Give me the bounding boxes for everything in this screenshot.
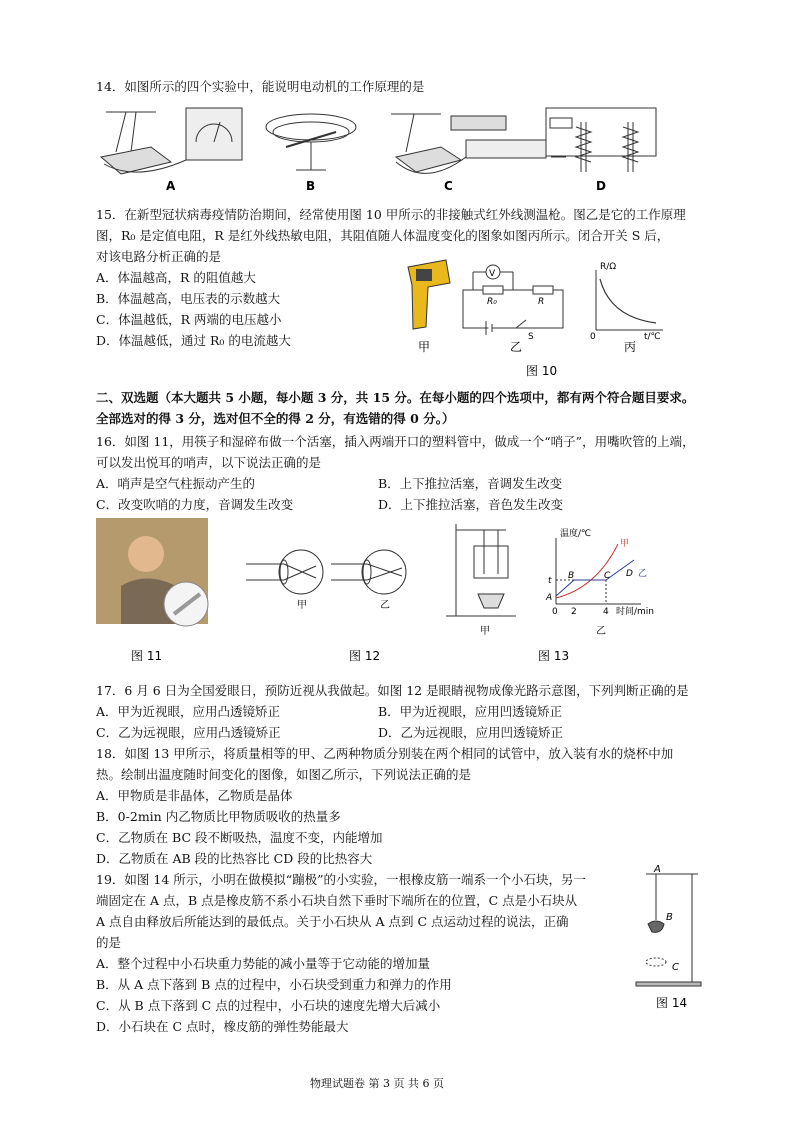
- q17-option-a: A．甲为近视眼，应用凸透镜矫正: [96, 704, 281, 719]
- fig13-t: t: [548, 576, 552, 586]
- q16-option-d: D．上下推拉活塞，音色发生改变: [378, 497, 564, 512]
- q15-option-c: C．体温越低，R 两端的电压越小: [96, 312, 282, 327]
- fig13-b: B: [568, 571, 575, 581]
- q19-stem-l3: A 点自由释放后所能达到的最低点。关于小石块从 A 点到 C 点运动过程的说法，正确: [96, 914, 569, 929]
- q14-stem: 14．如图所示的四个实验中，能说明电动机的工作原理的是: [96, 79, 425, 94]
- q14-label-a: A: [166, 179, 176, 193]
- fig10-r-axis: R/Ω: [600, 262, 617, 272]
- q15-option-d: D．体温越低，通过 R₀ 的电流越大: [96, 333, 291, 348]
- q14-figures: [96, 102, 666, 194]
- q19-option-c: C．从 B 点下落到 C 点的过程中，小石块的速度先增大后减小: [96, 998, 441, 1013]
- fig13-apparatus: [446, 524, 516, 616]
- q19-stem-l2: 端固定在 A 点，B 点是橡皮筋不系小石块自然下垂时下端所在的位置，C 点是小石块从: [96, 893, 578, 908]
- q14-label-b: B: [306, 179, 316, 193]
- fig10-r0: R₀: [487, 297, 497, 307]
- fig14-caption: 图 14: [656, 996, 688, 1010]
- fig10-origin: 0: [590, 332, 596, 342]
- fig13-d: D: [626, 569, 633, 579]
- fig10-r: R: [538, 297, 545, 307]
- q19-option-b: B．从 A 点下落到 B 点的过程中，小石块受到重力和弹力的作用: [96, 977, 452, 992]
- fig10-t-axis: t/℃: [644, 332, 661, 342]
- q15-option-a: A．体温越高，R 的阻值越大: [96, 270, 256, 285]
- fig10-label-bing: 丙: [624, 340, 637, 354]
- q16-option-a: A．哨声是空气柱振动产生的: [96, 476, 256, 491]
- fig13-tick-0: 0: [552, 607, 558, 617]
- fig12-eyes: [246, 550, 406, 594]
- q14-fig-d: [546, 108, 656, 172]
- q16-option-c: C．改变吹哨的力度，音调发生改变: [96, 497, 294, 512]
- q14-fig-a: [101, 108, 242, 174]
- fig12-caption: 图 12: [349, 649, 381, 663]
- fig10-caption: 图 10: [526, 364, 558, 378]
- fig13-yi-curve: 乙: [638, 569, 648, 579]
- section2-header-l1: 二、双选题（本大题共 5 小题，每小题 3 分，共 15 分。在每小题的四个选项中，都有两个符合题目要求。: [96, 390, 695, 405]
- q18-option-b: B．0-2min 内乙物质比甲物质吸收的热量多: [96, 809, 341, 824]
- page-footer: 物理试题卷 第 3 页 共 6 页: [310, 1077, 444, 1090]
- fig11-photo: [96, 518, 208, 626]
- q15-option-b: B．体温越高，电压表的示数越大: [96, 291, 281, 306]
- fig14-b: B: [666, 912, 673, 923]
- fig13-time-axis: 时间/min: [616, 607, 655, 617]
- q17-option-b: B．甲为近视眼，应用凹透镜矫正: [378, 704, 563, 719]
- fig13-tick-4: 4: [603, 607, 609, 617]
- q18-option-d: D．乙物质在 AB 段的比热容比 CD 段的比热容大: [96, 851, 373, 866]
- fig13-caption: 图 13: [538, 649, 570, 663]
- fig10-s: S: [528, 332, 534, 342]
- q15-stem-l3: 对该电路分析正确的是: [96, 249, 222, 264]
- q16-stem-l2: 可以发出悦耳的哨声，以下说法正确的是: [96, 455, 322, 470]
- fig10-graph: [596, 270, 663, 330]
- fig10: [398, 255, 688, 380]
- q16-option-b: B．上下推拉活塞，音调发生改变: [378, 476, 563, 491]
- fig11-caption: 图 11: [131, 649, 163, 663]
- fig12-yi: 乙: [380, 600, 390, 611]
- fig13-a: A: [546, 593, 553, 603]
- q16-stem-l1: 16．如图 11，用筷子和湿碎布做一个活塞，插入两端开口的塑料管中，做成一个“哨子”，用嘴吹管的上端，: [96, 434, 695, 449]
- fig10-label-yi: 乙: [510, 340, 523, 354]
- q14-fig-c: [391, 114, 546, 173]
- q18-option-c: C．乙物质在 BC 段不断吸热，温度不变，内能增加: [96, 830, 383, 845]
- q19-stem-l4: 的是: [96, 935, 122, 950]
- q15-stem-l2: 图，R₀ 是定值电阻，R 是红外线热敏电阻，其阻值随人体温度变化的图象如图丙所示。闭合开关 S 后，: [96, 228, 670, 243]
- fig10-label-jia: 甲: [418, 340, 431, 354]
- q18-stem-l1: 18．如图 13 甲所示，将质量相等的甲、乙两种物质分别装在两个相同的试管中，放入装有水的烧杯中加: [96, 746, 674, 761]
- fig14: [626, 862, 706, 1022]
- q17-stem: 17．6 月 6 日为全国爱眼日，预防近视从我做起。如图 12 是眼睛视物成像光路示意图，下列判断正确的是: [96, 683, 689, 698]
- figs-row: [96, 516, 696, 666]
- fig13-temp-axis: 温度/℃: [560, 529, 592, 539]
- q18-option-a: A．甲物质是非晶体，乙物质是晶体: [96, 788, 293, 803]
- q14-label-c: C: [444, 179, 453, 193]
- fig14-c: C: [672, 962, 679, 973]
- thermometer-gun-icon: [408, 260, 450, 329]
- fig12-jia: 甲: [297, 600, 307, 611]
- q14-label-d: D: [596, 179, 606, 193]
- fig14-a: A: [654, 864, 661, 875]
- q17-option-d: D．乙为远视眼，应用凹透镜矫正: [378, 725, 564, 740]
- fig13-c: C: [604, 571, 611, 581]
- fig13-jia-curve: 甲: [620, 539, 630, 549]
- q17-option-c: C．乙为远视眼，应用凸透镜矫正: [96, 725, 281, 740]
- fig13-yi: 乙: [596, 626, 606, 637]
- q14-fig-b: [266, 114, 356, 170]
- q19-stem-l1: 19．如图 14 所示，小明在做模拟“蹦极”的小实验，一根橡皮筋一端系一个小石块，另一: [96, 872, 587, 887]
- q19-option-d: D．小石块在 C 点时，橡皮筋的弹性势能最大: [96, 1019, 349, 1034]
- fig10-v: V: [489, 269, 496, 279]
- fig13-jia: 甲: [480, 626, 490, 637]
- fig13-tick-2: 2: [571, 607, 577, 617]
- q15-stem-l1: 15．在新型冠状病毒疫情防治期间，经常使用图 10 甲所示的非接触式红外线测温枪。图乙是它的工作原理: [96, 207, 686, 222]
- q19-option-a: A．整个过程中小石块重力势能的减小量等于它动能的增加量: [96, 956, 431, 971]
- q18-stem-l2: 热。绘制出温度随时间变化的图像，如图乙所示，下列说法正确的是: [96, 767, 472, 782]
- section2-header-l2: 全部选对的得 3 分，选对但不全的得 2 分，有选错的得 0 分。）: [96, 411, 455, 426]
- fig10-circuit: [463, 265, 563, 335]
